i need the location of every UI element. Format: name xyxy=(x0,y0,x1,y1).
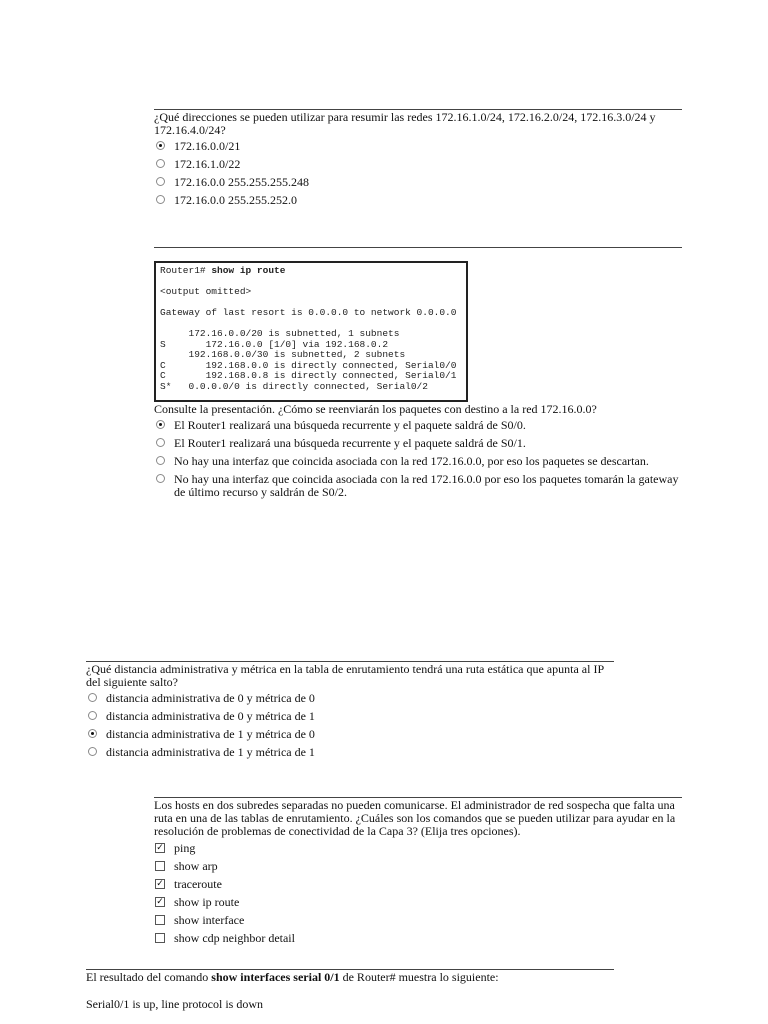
command-output: Serial0/1 is up, line protocol is down xyxy=(86,997,263,1011)
option[interactable] xyxy=(154,878,682,891)
cli-line: C 192.168.0.8 is directly connected, Serial0/1 xyxy=(160,370,457,381)
radio-button[interactable] xyxy=(156,474,165,483)
option[interactable] xyxy=(154,158,682,171)
option-label: traceroute xyxy=(174,877,222,891)
checkbox[interactable]: ✓ xyxy=(156,843,164,853)
checkbox[interactable] xyxy=(155,933,165,943)
option-label: show interface xyxy=(174,913,245,927)
radio-button[interactable] xyxy=(156,420,165,429)
checkbox[interactable]: ✓ xyxy=(156,897,164,907)
option-label: show arp xyxy=(174,859,218,873)
option-label: 172.16.0.0 255.255.252.0 xyxy=(174,193,297,207)
option-label: distancia administrativa de 1 y métrica de 1 xyxy=(106,745,315,759)
question-text: Los hosts en dos subredes separadas no pueden comunicarse. El administrador de red sospecha que falta una ruta en una de las tablas de enrutamiento. ¿Cuáles son los comandos que se pueden utilizar para ayudar en la resolución de problemas de conectividad de la Capa 3? (Elija tres opciones). xyxy=(154,798,676,838)
cli-line: C 192.168.0.0 is directly connected, Serial0/0 xyxy=(160,359,457,371)
option-label: El Router1 realizará una búsqueda recurrente y el paquete saldrá de S0/1. xyxy=(174,436,526,450)
option-label: distancia administrativa de 0 y métrica de 0 xyxy=(106,691,315,705)
option[interactable] xyxy=(154,437,682,450)
cli-line: S* 0.0.0.0/0 is directly connected, Serial0/2 xyxy=(160,380,428,392)
question-2 xyxy=(154,402,682,504)
radio-button[interactable] xyxy=(88,693,97,702)
checkbox[interactable] xyxy=(155,861,165,871)
radio-button[interactable] xyxy=(156,141,165,150)
divider xyxy=(154,247,682,248)
option[interactable] xyxy=(154,176,682,189)
radio-button[interactable] xyxy=(156,177,165,186)
option[interactable] xyxy=(86,728,614,741)
checkbox[interactable]: ✓ xyxy=(156,879,164,889)
question-3 xyxy=(86,661,614,764)
radio-button[interactable] xyxy=(88,729,97,738)
option-label: 172.16.1.0/22 xyxy=(174,157,241,171)
radio-button[interactable] xyxy=(88,711,97,720)
exhibit-router-output xyxy=(154,261,468,402)
radio-button[interactable] xyxy=(156,159,165,168)
option[interactable] xyxy=(86,746,614,759)
option[interactable] xyxy=(154,473,682,499)
radio-button[interactable] xyxy=(88,747,97,756)
text-before: El resultado del comando xyxy=(86,970,212,984)
option[interactable] xyxy=(154,419,682,432)
radio-button[interactable] xyxy=(156,195,165,204)
question-text: ¿Qué distancia administrativa y métrica en la tabla de enrutamiento tendrá una ruta estática que apunta al IP del siguiente salto? xyxy=(86,662,604,689)
cli-line: <output omitted> xyxy=(160,286,252,297)
question-5 xyxy=(86,969,614,1011)
cli-prompt: Router1# xyxy=(160,265,212,276)
option-label: show ip route xyxy=(174,895,240,909)
option-label: show cdp neighbor detail xyxy=(174,931,295,945)
question-1 xyxy=(154,109,682,212)
option[interactable] xyxy=(154,932,682,945)
question-text xyxy=(86,971,614,984)
option[interactable] xyxy=(86,692,614,705)
option[interactable] xyxy=(86,710,614,723)
option[interactable] xyxy=(154,194,682,207)
option-label: distancia administrativa de 0 y métrica de 1 xyxy=(106,709,315,723)
option[interactable] xyxy=(154,896,682,909)
option[interactable] xyxy=(154,842,682,855)
option-label: distancia administrativa de 1 y métrica de 0 xyxy=(106,727,315,741)
cli-line: 192.168.0.0/30 is subnetted, 2 subnets xyxy=(160,349,406,360)
option-label: El Router1 realizará una búsqueda recurrente y el paquete saldrá de S0/0. xyxy=(174,418,526,432)
option-label: 172.16.0.0/21 xyxy=(174,139,241,153)
radio-button[interactable] xyxy=(156,438,165,447)
cli-line: S 172.16.0.0 [1/0] via 192.168.0.2 xyxy=(160,338,389,350)
question-text: Consulte la presentación. ¿Cómo se reenviarán los paquetes con destino a la red 172.16.0.0? xyxy=(154,402,597,416)
question-text: ¿Qué direcciones se pueden utilizar para resumir las redes 172.16.1.0/24, 172.16.2.0/24, 172.16.3.0/24 y 172.16.4.0/24? xyxy=(154,110,656,137)
question-4 xyxy=(154,797,682,950)
option-label: ping xyxy=(174,841,196,855)
option[interactable] xyxy=(154,914,682,927)
text-after: de Router# muestra lo siguiente: xyxy=(339,970,499,984)
cli-line: Gateway of last resort is 0.0.0.0 to network 0.0.0.0 xyxy=(160,307,457,318)
command-name: show interfaces serial 0/1 xyxy=(211,970,340,984)
option-label: No hay una interfaz que coincida asociada con la red 172.16.0.0, por eso los paquetes se descartan. xyxy=(174,454,649,468)
option-label: No hay una interfaz que coincida asociada con la red 172.16.0.0 por eso los paquetes tomarán la gateway de último recurso y saldrán de S0/2. xyxy=(174,472,679,499)
option[interactable] xyxy=(154,455,682,468)
option[interactable] xyxy=(154,860,682,873)
checkbox[interactable] xyxy=(155,915,165,925)
radio-button[interactable] xyxy=(156,456,165,465)
option-label: 172.16.0.0 255.255.255.248 xyxy=(174,175,309,189)
option[interactable] xyxy=(154,140,682,153)
cli-command: show ip route xyxy=(211,265,286,276)
cli-line: 172.16.0.0/20 is subnetted, 1 subnets xyxy=(160,328,400,339)
